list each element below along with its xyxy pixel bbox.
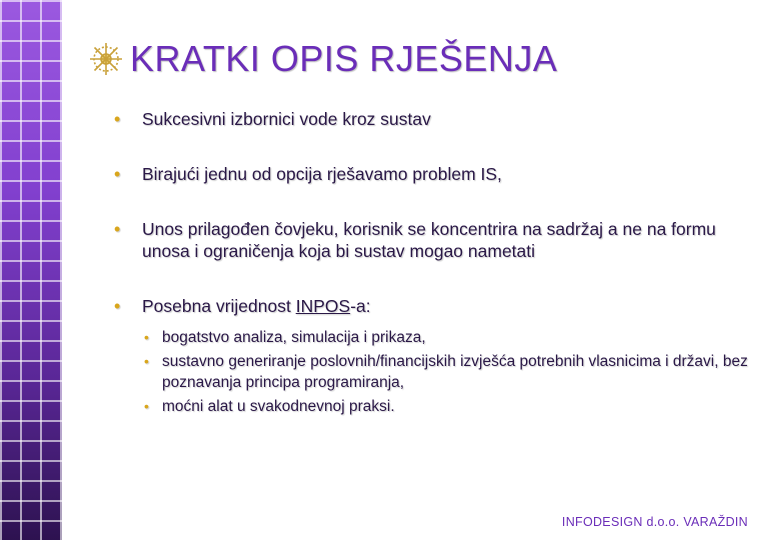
sub-bullet-dot: • <box>144 353 149 369</box>
sub-bullet-item <box>142 351 762 393</box>
purple-grid-sidebar <box>0 0 62 540</box>
bullet-suffix: -a: <box>350 296 371 316</box>
bullet-item <box>112 163 762 185</box>
bullet-item <box>112 108 762 130</box>
bullet-text: Birajući jednu od opcija rješavamo problem IS, <box>142 164 502 184</box>
sub-bullet-text: moćni alat u svakodnevnoj praksi. <box>162 398 395 415</box>
bullet-text: Sukcesivni izbornici vode kroz sustav <box>142 109 431 129</box>
slide-title: KRATKI OPIS RJEŠENJA <box>130 38 558 79</box>
gold-ornament-icon <box>88 41 124 77</box>
bullet-dot: • <box>114 109 121 129</box>
bullet-item <box>112 218 762 262</box>
sub-bullet-dot: • <box>144 398 149 414</box>
bullet-dot: • <box>114 219 121 239</box>
sub-bullet-text: sustavno generiranje poslovnih/financijskih izvješća potrebnih vlasnicima i državi, bez poznavanja principa programiranja, <box>162 353 748 391</box>
inpos-highlight: INPOS <box>295 296 351 316</box>
sub-bullet-list <box>142 327 762 417</box>
sub-bullet-text: bogatstvo analiza, simulacija i prikaza, <box>162 329 426 346</box>
footer-company: INFODESIGN d.o.o. VARAŽDIN <box>561 515 748 529</box>
title-block <box>88 38 557 80</box>
bullet-prefix: Posebna vrijednost <box>142 296 296 316</box>
sub-bullet-item <box>142 327 762 348</box>
grid-pattern <box>0 0 62 540</box>
sub-bullet-item <box>142 396 762 417</box>
bullet-list <box>112 108 762 420</box>
bullet-dot: • <box>114 296 121 316</box>
bullet-item <box>112 295 762 317</box>
bullet-dot: • <box>114 164 121 184</box>
sub-bullet-dot: • <box>144 329 149 345</box>
bullet-text: Unos prilagođen čovjeku, korisnik se koncentrira na sadržaj a ne na formu unosa i ograničenja koja bi sustav mogao nametati <box>142 219 716 261</box>
